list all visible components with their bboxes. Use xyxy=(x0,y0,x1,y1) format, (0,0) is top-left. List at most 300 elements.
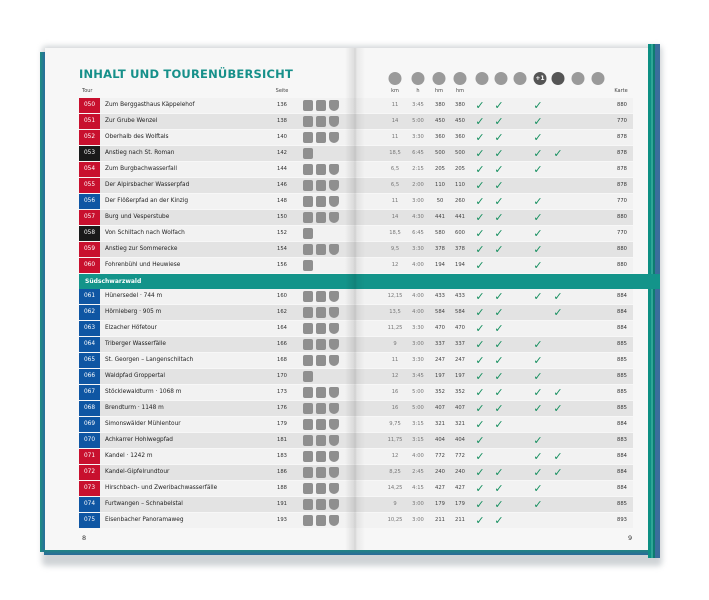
tour-distance: 16 xyxy=(391,405,399,411)
checkmark-icon: ✓ xyxy=(533,370,543,383)
checkmark-icon: ✓ xyxy=(475,514,485,527)
difficulty-marker-icon xyxy=(316,323,326,334)
header-tour: Tour xyxy=(82,88,93,94)
tour-name: Zur Grube Wenzel xyxy=(105,118,158,124)
checkmark-icon: ✓ xyxy=(533,131,543,144)
checkmark-icon: ✓ xyxy=(494,306,504,319)
tour-distance: 9,5 xyxy=(390,246,400,252)
tour-distance: 18,5 xyxy=(389,230,401,236)
checkmark-icon: ✓ xyxy=(475,386,485,399)
tour-distance: 11 xyxy=(391,134,399,140)
checkmark-icon: ✓ xyxy=(553,466,563,479)
book-right-edge xyxy=(648,44,660,558)
difficulty-marker-icon xyxy=(303,132,313,143)
tour-page: 138 xyxy=(277,118,287,124)
tour-duration: 3:00 xyxy=(412,501,424,507)
checkmark-icon: ✓ xyxy=(475,354,485,367)
tour-name: Kandel · 1242 m xyxy=(105,453,153,459)
difficulty-marker-icon xyxy=(303,499,313,510)
difficulty-marker-icon xyxy=(303,228,313,239)
tour-ascent: 360 xyxy=(435,134,445,140)
checkmark-icon: ✓ xyxy=(533,466,543,479)
checkmark-icon: ✓ xyxy=(494,354,504,367)
checkmark-icon: ✓ xyxy=(494,147,504,160)
difficulty-shield-icon xyxy=(329,196,339,207)
winter-icon xyxy=(592,72,605,85)
tour-duration: 4:30 xyxy=(412,214,424,220)
tour-number-badge: 056 xyxy=(79,194,100,209)
tour-duration: 2:00 xyxy=(412,182,424,188)
difficulty-marker-icon xyxy=(303,116,313,127)
section-label: Südschwarzwald xyxy=(85,278,142,285)
tour-number-badge: 050 xyxy=(79,98,100,113)
difficulty-marker-icon xyxy=(303,355,313,366)
tour-map-number: 770 xyxy=(617,118,627,124)
tour-number-badge: 068 xyxy=(79,401,100,416)
difficulty-marker-icon xyxy=(316,196,326,207)
tour-duration: 5:00 xyxy=(412,405,424,411)
difficulty-shield-icon xyxy=(329,387,339,398)
tour-duration: 6:45 xyxy=(412,150,424,156)
tour-name: Hörnleberg · 905 m xyxy=(105,309,162,315)
difficulty-marker-icon xyxy=(316,515,326,526)
tour-ascent: 337 xyxy=(435,341,445,347)
tour-page: 176 xyxy=(277,405,287,411)
tour-number-badge: 064 xyxy=(79,337,100,352)
table-row xyxy=(79,385,633,400)
checkmark-icon: ✓ xyxy=(533,99,543,112)
difficulty-marker-icon xyxy=(316,355,326,366)
tour-name: Eisenbacher Panoramaweg xyxy=(105,517,184,523)
tour-number-badge: 066 xyxy=(79,369,100,384)
checkmark-icon: ✓ xyxy=(475,163,485,176)
tour-distance: 12 xyxy=(391,453,399,459)
checkmark-icon: ✓ xyxy=(494,402,504,415)
tour-duration: 3:45 xyxy=(412,373,424,379)
difficulty-shield-icon xyxy=(329,100,339,111)
difficulty-marker-icon xyxy=(303,244,313,255)
tour-map-number: 884 xyxy=(617,453,627,459)
tour-descent: 205 xyxy=(455,166,465,172)
tour-descent: 240 xyxy=(455,469,465,475)
difficulty-shield-icon xyxy=(329,307,339,318)
tour-descent: 211 xyxy=(455,517,465,523)
checkmark-icon: ✓ xyxy=(475,195,485,208)
checkmark-icon: ✓ xyxy=(533,243,543,256)
difficulty-marker-icon xyxy=(316,132,326,143)
checkmark-icon: ✓ xyxy=(553,450,563,463)
checkmark-icon: ✓ xyxy=(533,338,543,351)
tour-descent: 470 xyxy=(455,325,465,331)
tour-name: Anstieg zur Sommerecke xyxy=(105,246,178,252)
header-km: km xyxy=(391,88,399,94)
tour-ascent: 321 xyxy=(435,421,445,427)
tour-map-number: 884 xyxy=(617,469,627,475)
checkmark-icon: ✓ xyxy=(475,306,485,319)
tour-distance: 12,15 xyxy=(387,293,403,299)
difficulty-marker-icon xyxy=(303,339,313,350)
tour-page: 170 xyxy=(277,373,287,379)
tour-map-number: 770 xyxy=(617,230,627,236)
tour-ascent: 197 xyxy=(435,373,445,379)
tour-duration: 4:00 xyxy=(412,262,424,268)
checkmark-icon: ✓ xyxy=(494,418,504,431)
checkmark-icon: ✓ xyxy=(533,227,543,240)
tour-ascent: 450 xyxy=(435,118,445,124)
tour-ascent: 240 xyxy=(435,469,445,475)
tour-distance: 6,5 xyxy=(390,182,400,188)
table-row xyxy=(79,98,633,113)
difficulty-shield-icon xyxy=(329,116,339,127)
header-hm-down: hm xyxy=(455,88,465,94)
checkmark-icon: ✓ xyxy=(494,514,504,527)
difficulty-shield-icon xyxy=(329,499,339,510)
tour-ascent: 380 xyxy=(435,102,445,108)
tour-page: 179 xyxy=(277,421,287,427)
header-seite: Seite xyxy=(275,88,289,94)
checkmark-icon: ✓ xyxy=(553,402,563,415)
difficulty-shield-icon xyxy=(329,132,339,143)
tour-ascent: 433 xyxy=(435,293,445,299)
table-row xyxy=(79,337,633,352)
tour-duration: 4:00 xyxy=(412,293,424,299)
table-row xyxy=(79,481,633,496)
tour-duration: 3:15 xyxy=(412,437,424,443)
difficulty-shield-icon xyxy=(329,515,339,526)
checkmark-icon: ✓ xyxy=(475,450,485,463)
tour-descent: 427 xyxy=(455,485,465,491)
difficulty-shield-icon xyxy=(329,212,339,223)
difficulty-marker-icon xyxy=(303,403,313,414)
difficulty-marker-icon xyxy=(303,164,313,175)
tour-duration: 3:45 xyxy=(412,102,424,108)
checkmark-icon: ✓ xyxy=(533,498,543,511)
checkmark-icon: ✓ xyxy=(494,386,504,399)
section-header xyxy=(79,274,660,289)
difficulty-marker-icon xyxy=(316,339,326,350)
tour-ascent: 407 xyxy=(435,405,445,411)
difficulty-marker-icon xyxy=(316,244,326,255)
table-row xyxy=(79,114,633,129)
table-row xyxy=(79,210,633,225)
public-transport-icon: +1 xyxy=(534,72,547,85)
tour-map-number: 880 xyxy=(617,246,627,252)
tour-duration: 3:30 xyxy=(412,134,424,140)
checkmark-icon: ✓ xyxy=(475,498,485,511)
tour-distance: 12 xyxy=(391,262,399,268)
tour-name: Furtwangen – Schnabelstal xyxy=(105,501,183,507)
tour-map-number: 884 xyxy=(617,485,627,491)
tour-map-number: 884 xyxy=(617,421,627,427)
tour-map-number: 878 xyxy=(617,134,627,140)
time-icon xyxy=(412,72,425,85)
tour-map-number: 878 xyxy=(617,150,627,156)
tour-descent: 600 xyxy=(455,230,465,236)
tour-name: Elzacher Höfetour xyxy=(105,325,157,331)
tour-ascent: 194 xyxy=(435,262,445,268)
difficulty-marker-icon xyxy=(303,435,313,446)
restaurant-icon xyxy=(514,72,527,85)
tour-page: 146 xyxy=(277,182,287,188)
difficulty-marker-icon xyxy=(316,467,326,478)
difficulty-marker-icon xyxy=(303,148,313,159)
tour-page: 164 xyxy=(277,325,287,331)
checkmark-icon: ✓ xyxy=(475,131,485,144)
tour-number-badge: 059 xyxy=(79,242,100,257)
difficulty-shield-icon xyxy=(329,483,339,494)
difficulty-marker-icon xyxy=(316,387,326,398)
difficulty-shield-icon xyxy=(329,467,339,478)
tour-number-badge: 055 xyxy=(79,178,100,193)
tour-descent: 110 xyxy=(455,182,465,188)
tour-name: Triberger Wasserfälle xyxy=(105,341,166,347)
tour-name: Hünersedel · 744 m xyxy=(105,293,163,299)
tour-ascent: 247 xyxy=(435,357,445,363)
tour-descent: 772 xyxy=(455,453,465,459)
tour-page: 188 xyxy=(277,485,287,491)
header-hm-up: hm xyxy=(434,88,444,94)
tour-distance: 14,25 xyxy=(387,485,403,491)
tour-map-number: 884 xyxy=(617,309,627,315)
checkmark-icon: ✓ xyxy=(553,386,563,399)
checkmark-icon: ✓ xyxy=(494,482,504,495)
tour-descent: 433 xyxy=(455,293,465,299)
tour-page: 183 xyxy=(277,453,287,459)
tour-map-number: 883 xyxy=(617,437,627,443)
checkmark-icon: ✓ xyxy=(533,450,543,463)
tour-descent: 441 xyxy=(455,214,465,220)
checkmark-icon: ✓ xyxy=(494,211,504,224)
tour-name: Simonswälder Mühlentour xyxy=(105,421,181,427)
checkmark-icon: ✓ xyxy=(475,418,485,431)
checkmark-icon: ✓ xyxy=(494,115,504,128)
checkmark-icon: ✓ xyxy=(475,227,485,240)
table-row xyxy=(79,178,633,193)
ascent-icon xyxy=(433,72,446,85)
tour-duration: 3:30 xyxy=(412,357,424,363)
checkmark-icon: ✓ xyxy=(494,163,504,176)
tour-number-badge: 062 xyxy=(79,305,100,320)
tour-ascent: 404 xyxy=(435,437,445,443)
tour-ascent: 378 xyxy=(435,246,445,252)
difficulty-marker-icon xyxy=(303,100,313,111)
tour-map-number: 885 xyxy=(617,341,627,347)
difficulty-marker-icon xyxy=(303,291,313,302)
table-row xyxy=(79,242,633,257)
checkmark-icon: ✓ xyxy=(494,243,504,256)
table-row xyxy=(79,226,633,241)
tour-number-badge: 051 xyxy=(79,114,100,129)
difficulty-marker-icon xyxy=(316,212,326,223)
difficulty-marker-icon xyxy=(303,196,313,207)
checkmark-icon: ✓ xyxy=(494,227,504,240)
table-row xyxy=(79,353,633,368)
tour-number-badge: 073 xyxy=(79,481,100,496)
tour-duration: 3:00 xyxy=(412,341,424,347)
difficulty-shield-icon xyxy=(329,355,339,366)
tour-distance: 9,75 xyxy=(389,421,401,427)
tour-ascent: 441 xyxy=(435,214,445,220)
tour-map-number: 880 xyxy=(617,102,627,108)
tour-name: Hirschbach- und Zweribachwasserfälle xyxy=(105,485,218,491)
difficulty-marker-icon xyxy=(316,100,326,111)
tour-ascent: 500 xyxy=(435,150,445,156)
checkmark-icon: ✓ xyxy=(553,306,563,319)
difficulty-marker-icon xyxy=(316,403,326,414)
tour-page: 193 xyxy=(277,517,287,523)
difficulty-marker-icon xyxy=(316,116,326,127)
tour-ascent: 110 xyxy=(435,182,445,188)
difficulty-shield-icon xyxy=(329,244,339,255)
table-row xyxy=(79,146,633,161)
table-row xyxy=(79,433,633,448)
difficulty-marker-icon xyxy=(316,451,326,462)
checkmark-icon: ✓ xyxy=(494,466,504,479)
tour-distance: 10,25 xyxy=(387,517,403,523)
checkmark-icon: ✓ xyxy=(494,195,504,208)
tour-page: 166 xyxy=(277,341,287,347)
checkmark-icon: ✓ xyxy=(494,322,504,335)
checkmark-icon: ✓ xyxy=(475,466,485,479)
tour-duration: 5:00 xyxy=(412,118,424,124)
table-row xyxy=(79,401,633,416)
tour-name: Der Alpirsbacher Wasserpfad xyxy=(105,182,190,188)
checkmark-icon: ✓ xyxy=(553,290,563,303)
checkmark-icon: ✓ xyxy=(533,354,543,367)
checkmark-icon: ✓ xyxy=(494,370,504,383)
tour-name: Zum Berggasthaus Käppelehof xyxy=(105,102,195,108)
tour-descent: 500 xyxy=(455,150,465,156)
difficulty-marker-icon xyxy=(316,307,326,318)
tour-page: 156 xyxy=(277,262,287,268)
tour-map-number: 885 xyxy=(617,373,627,379)
checkmark-icon: ✓ xyxy=(475,402,485,415)
difficulty-marker-icon xyxy=(303,451,313,462)
page-title: INHALT UND TOURENÜBERSICHT xyxy=(79,67,293,81)
descent-icon xyxy=(454,72,467,85)
tour-duration: 2:45 xyxy=(412,469,424,475)
difficulty-marker-icon xyxy=(316,435,326,446)
difficulty-marker-icon xyxy=(303,483,313,494)
checkmark-icon: ✓ xyxy=(533,386,543,399)
tour-ascent: 427 xyxy=(435,485,445,491)
tour-descent: 197 xyxy=(455,373,465,379)
checkmark-icon: ✓ xyxy=(475,434,485,447)
checkmark-icon: ✓ xyxy=(533,290,543,303)
tour-distance: 11 xyxy=(391,198,399,204)
tour-page: 191 xyxy=(277,501,287,507)
tour-map-number: 878 xyxy=(617,166,627,172)
difficulty-shield-icon xyxy=(329,419,339,430)
family-icon xyxy=(476,72,489,85)
swimming-icon xyxy=(572,72,585,85)
difficulty-marker-icon xyxy=(303,387,313,398)
tour-name: Oberhalb des Wolftals xyxy=(105,134,169,140)
tour-ascent: 580 xyxy=(435,230,445,236)
tour-page: 154 xyxy=(277,246,287,252)
difficulty-marker-icon xyxy=(303,371,313,382)
table-row xyxy=(79,465,633,480)
tour-duration: 3:30 xyxy=(412,246,424,252)
checkmark-icon: ✓ xyxy=(533,482,543,495)
difficulty-shield-icon xyxy=(329,164,339,175)
tour-number-badge: 058 xyxy=(79,226,100,241)
difficulty-shield-icon xyxy=(329,403,339,414)
tour-name: Kandel-Gipfelrundtour xyxy=(105,469,170,475)
tour-page: 152 xyxy=(277,230,287,236)
tour-ascent: 179 xyxy=(435,501,445,507)
checkmark-icon: ✓ xyxy=(533,163,543,176)
table-row xyxy=(79,130,633,145)
tour-descent: 404 xyxy=(455,437,465,443)
tour-number-badge: 070 xyxy=(79,433,100,448)
checkmark-icon: ✓ xyxy=(494,498,504,511)
tour-number-badge: 067 xyxy=(79,385,100,400)
difficulty-marker-icon xyxy=(303,419,313,430)
tour-map-number: 880 xyxy=(617,262,627,268)
checkmark-icon: ✓ xyxy=(494,99,504,112)
tour-distance: 14 xyxy=(391,118,399,124)
tour-duration: 2:15 xyxy=(412,166,424,172)
checkmark-icon: ✓ xyxy=(475,338,485,351)
tour-map-number: 770 xyxy=(617,198,627,204)
tour-page: 173 xyxy=(277,389,287,395)
difficulty-marker-icon xyxy=(303,307,313,318)
tour-name: Achkarrer Hohlwegpfad xyxy=(105,437,173,443)
tour-descent: 179 xyxy=(455,501,465,507)
difficulty-marker-icon xyxy=(316,483,326,494)
tour-name: Waldpfad Groppertal xyxy=(105,373,166,379)
tour-descent: 360 xyxy=(455,134,465,140)
tour-name: Von Schiltach nach Wolfach xyxy=(105,230,185,236)
difficulty-marker-icon xyxy=(303,260,313,271)
difficulty-marker-icon xyxy=(303,323,313,334)
tour-duration: 4:15 xyxy=(412,485,424,491)
tour-number-badge: 069 xyxy=(79,417,100,432)
tour-descent: 380 xyxy=(455,102,465,108)
tour-name: Anstieg nach St. Roman xyxy=(105,150,175,156)
tour-number-badge: 057 xyxy=(79,210,100,225)
tour-duration: 4:00 xyxy=(412,453,424,459)
checkmark-icon: ✓ xyxy=(475,482,485,495)
tour-number-badge: 052 xyxy=(79,130,100,145)
stroller-icon xyxy=(495,72,508,85)
table-row xyxy=(79,449,633,464)
tour-page: 148 xyxy=(277,198,287,204)
tour-distance: 6,5 xyxy=(390,166,400,172)
checkmark-icon: ✓ xyxy=(475,99,485,112)
table-row xyxy=(79,513,633,528)
tour-map-number: 885 xyxy=(617,405,627,411)
tour-map-number: 885 xyxy=(617,501,627,507)
tour-map-number: 885 xyxy=(617,389,627,395)
summit-icon xyxy=(552,72,565,85)
tour-number-badge: 071 xyxy=(79,449,100,464)
tour-name: Burg und Vesperstube xyxy=(105,214,170,220)
tour-distance: 11,25 xyxy=(387,325,403,331)
tour-ascent: 205 xyxy=(435,166,445,172)
difficulty-shield-icon xyxy=(329,323,339,334)
tour-ascent: 584 xyxy=(435,309,445,315)
tour-ascent: 50 xyxy=(436,198,444,204)
tour-number-badge: 053 xyxy=(79,146,100,161)
tour-page: 136 xyxy=(277,102,287,108)
checkmark-icon: ✓ xyxy=(475,147,485,160)
difficulty-shield-icon xyxy=(329,180,339,191)
tour-distance: 13,5 xyxy=(389,309,401,315)
tour-ascent: 772 xyxy=(435,453,445,459)
difficulty-shield-icon xyxy=(329,339,339,350)
